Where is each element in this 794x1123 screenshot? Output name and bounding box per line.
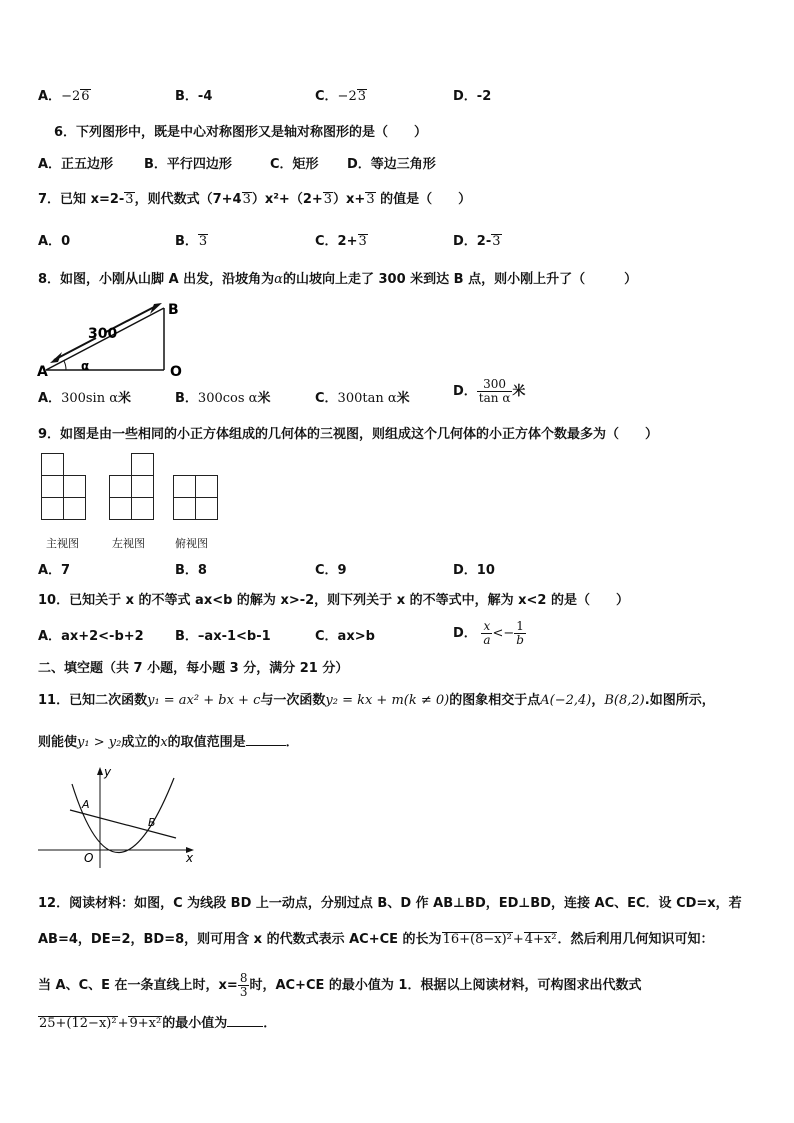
three-views-figure <box>38 450 222 554</box>
side-view-cell <box>109 475 132 498</box>
q11-answer-blank <box>246 745 286 746</box>
front-view-cell <box>41 475 64 498</box>
label-b: B <box>168 302 179 318</box>
q9-stem: 9．如图是由一些相同的小正方体组成的几何体的三视图，则组成这个几何体的小正方体个数最多为（ ） <box>38 427 659 442</box>
frac-300-tan: $\frac{300}{\text{tan α}}$ <box>478 377 511 405</box>
q12-line2: AB=4，DE=2，BD=8，则可用含 x 的代数式表示 AC+CE 的长为16+(8−x)²+4+x²．然后利用几何知识可知： <box>38 932 714 947</box>
axis-label-x: x <box>186 851 194 865</box>
q12-answer-blank <box>227 1026 263 1027</box>
q7-option-b: B．3 <box>175 234 208 249</box>
q8-option-a: A．300sin α米 <box>38 391 132 406</box>
q6-option-a: A．正五边形 <box>38 157 114 172</box>
section-two-heading: 二、填空题（共 7 小题，每小题 3 分，满分 21 分） <box>38 661 349 676</box>
origin-label: O <box>84 851 94 865</box>
label-o: O <box>170 364 182 380</box>
axis-label-y: y <box>104 765 112 779</box>
y-axis-arrow <box>97 767 103 775</box>
q9-option-c: C．9 <box>315 563 347 578</box>
q9-option-d: D．10 <box>453 563 495 578</box>
q7-option-c: C．2+3 <box>315 234 367 249</box>
q6-option-d: D．等边三角形 <box>347 157 436 172</box>
top-view-cell <box>195 475 218 498</box>
q8-option-b: B．300cos α米 <box>175 391 271 406</box>
q12-line4: 25+(12−x)²+9+x²的最小值为 ． <box>39 1016 277 1031</box>
q11-line2: 则能使y₁ > y₂成立的x的取值范围是 ． <box>38 735 299 750</box>
q5-option-d: D．-2 <box>453 89 492 104</box>
q6-stem: 6．下列图形中，既是中心对称图形又是轴对称图形的是（ ） <box>54 125 428 140</box>
side-view-cell <box>131 453 154 476</box>
q10-option-b: B．–ax-1<b-1 <box>175 629 271 644</box>
q12-line1: 12．阅读材料：如图，C 为线段 BD 上一动点，分别过点 B、D 作 AB⊥BD，ED⊥BD，连接 AC、EC．设 CD=x，若 <box>38 896 742 911</box>
slope-figure <box>36 298 186 380</box>
q5-option-a: A．−26 <box>38 89 90 104</box>
q11-line1: 11．已知二次函数y₁ = ax² + bx + c与一次函数y₂ = kx + m(k ≠ 0)的图象相交于点A(−2,4)，B(8,2).如图所示， <box>38 693 715 708</box>
q9-option-b: B．8 <box>175 563 207 578</box>
top-view-label: 俯视图 <box>175 537 208 550</box>
front-view-label: 主视图 <box>46 537 79 550</box>
q7-stem: 7．已知 x=2-3，则代数式（7+43）x²+（2+3）x+3 的值是（ ） <box>38 192 472 207</box>
point-a-label: A <box>82 798 90 811</box>
front-view-cell <box>63 497 86 520</box>
line-graph <box>70 810 176 838</box>
label-alpha: α <box>81 359 90 373</box>
front-view-cell <box>41 497 64 520</box>
side-view-cell <box>131 497 154 520</box>
q7-option-a: A．0 <box>38 234 71 249</box>
q10-option-d: D． $\frac{x}{a}$ <− $\frac{1}{b}$ <box>453 619 524 647</box>
q8-stem: 8．如图，小刚从山脚 A 出发，沿坡角为α的山坡向上走了 300 米到达 B 点，则小刚上升了（ ） <box>38 272 638 287</box>
parabola-curve <box>72 778 174 853</box>
point-b-label: B <box>148 816 156 829</box>
parabola-figure <box>36 764 198 872</box>
q12-line3: 当 A、C、E 在一条直线上时，x= $\frac{8}{3}$ 时，AC+CE 的最小值为 1．根据以上阅读材料，可构图求出代数式 <box>38 971 642 999</box>
q8-option-c: C．300tan α米 <box>315 391 410 406</box>
q5-option-b: B．-4 <box>175 89 213 104</box>
label-a: A <box>37 364 48 380</box>
top-view-cell <box>195 497 218 520</box>
top-view-cell <box>173 475 196 498</box>
top-view-cell <box>173 497 196 520</box>
front-view-cell <box>63 475 86 498</box>
q5-option-c: C．−23 <box>315 89 366 104</box>
q6-option-c: C．矩形 <box>270 157 319 172</box>
q10-option-c: C．ax>b <box>315 629 375 644</box>
q6-option-b: B．平行四边形 <box>144 157 232 172</box>
q10-stem: 10．已知关于 x 的不等式 ax<b 的解为 x>-2，则下列关于 x 的不等式中，解为 x<2 的是（ ） <box>38 593 629 608</box>
side-view-cell <box>109 497 132 520</box>
side-view-label: 左视图 <box>112 537 145 550</box>
angle-arc <box>64 361 66 370</box>
side-view-cell <box>131 475 154 498</box>
label-300: 300 <box>88 326 118 342</box>
q7-option-d: D．2-3 <box>453 234 501 249</box>
q8-option-d: D． $\frac{300}{\text{tan α}}$ 米 <box>453 377 526 405</box>
q10-option-a: A．ax+2<-b+2 <box>38 629 144 644</box>
front-view-cell <box>41 453 64 476</box>
q9-option-a: A．7 <box>38 563 71 578</box>
